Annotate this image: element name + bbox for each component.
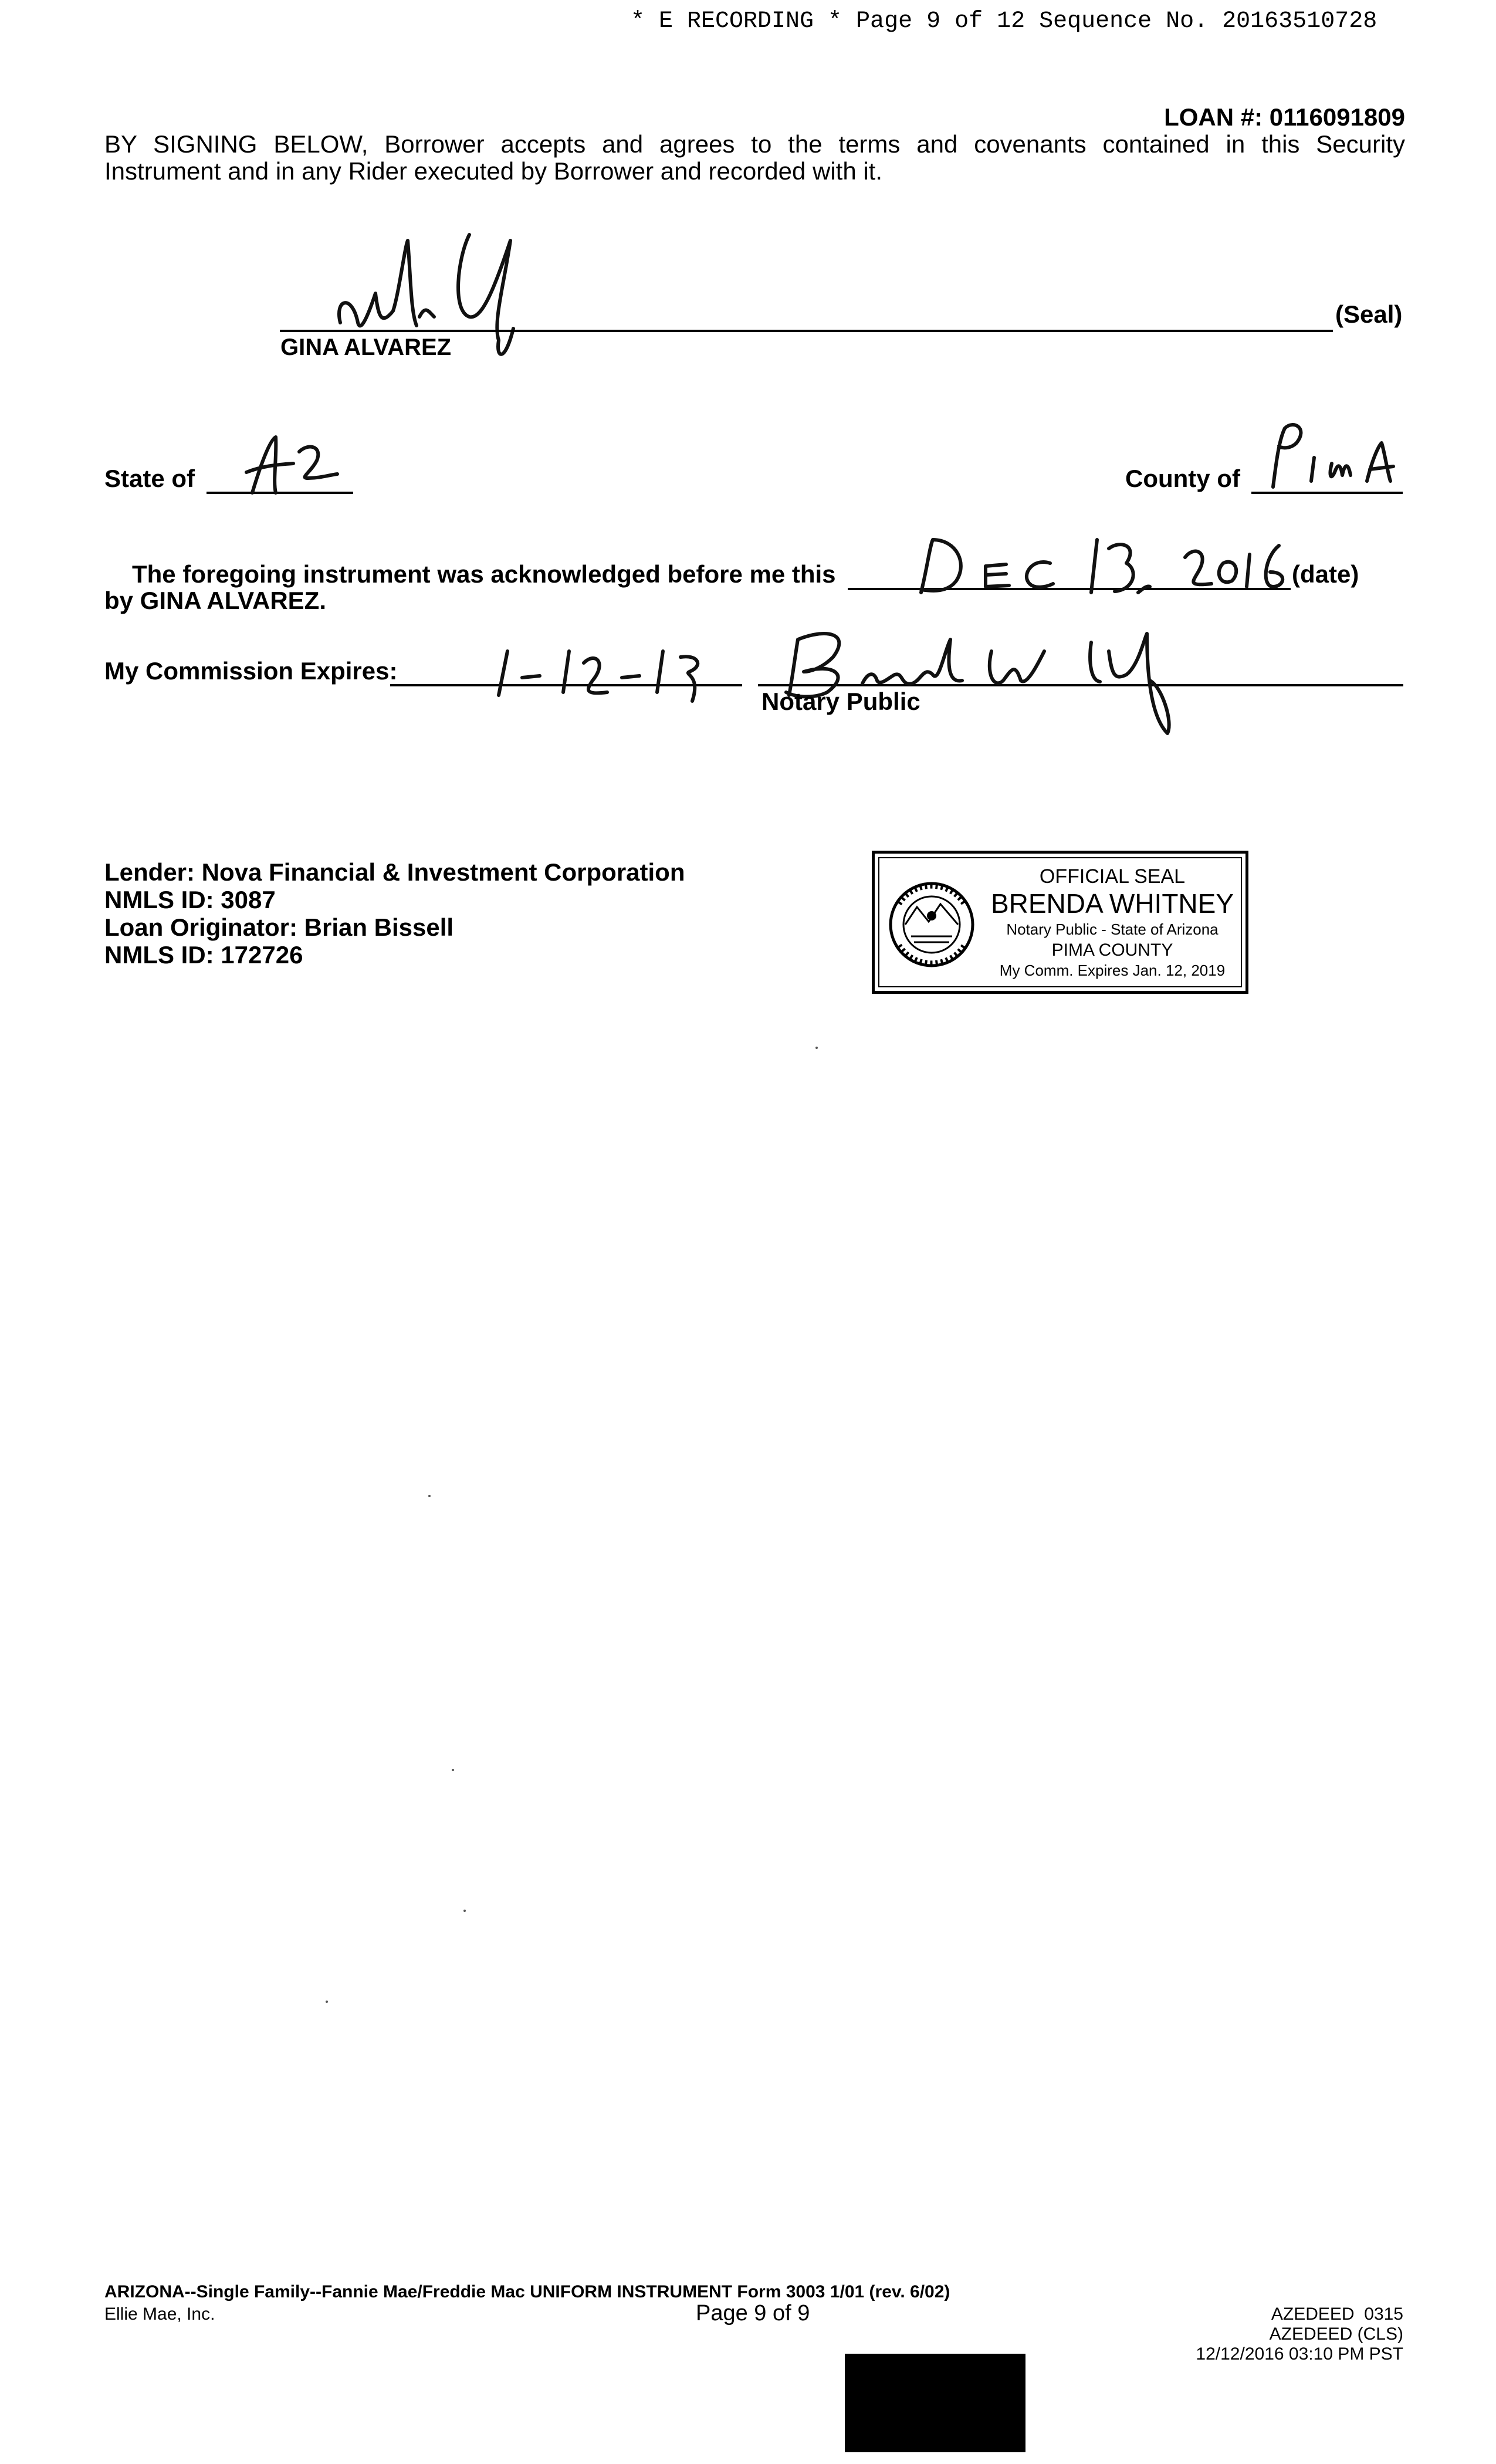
seal-notary-name: BRENDA WHITNEY: [990, 888, 1234, 919]
scan-speck: [326, 2001, 328, 2003]
footer-code-1: AZEDEED 0315: [1271, 2304, 1403, 2324]
date-label: (date): [1292, 560, 1359, 588]
footer-page-number: Page 9 of 9: [696, 2301, 810, 2326]
seal-label: (Seal): [1335, 300, 1403, 328]
datamatrix-barcode: [845, 2354, 1025, 2452]
lender-name: Lender: Nova Financial & Investment Corporation: [104, 858, 685, 886]
seal-county: PIMA COUNTY: [1051, 940, 1173, 960]
acknowledged-by: by GINA ALVAREZ.: [104, 587, 326, 614]
state-label: State of: [104, 465, 195, 492]
footer-code-2: AZEDEED (CLS): [1269, 2324, 1403, 2344]
scan-speck: [815, 1047, 818, 1049]
originator-nmls: NMLS ID: 172726: [104, 941, 303, 969]
notary-signature: [763, 616, 1209, 751]
date-handwriting: [903, 522, 1314, 604]
borrower-name: GINA ALVAREZ: [280, 334, 452, 360]
seal-expiration: My Comm. Expires Jan. 12, 2019: [999, 962, 1226, 979]
loan-originator: Loan Originator: Brian Bissell: [104, 913, 454, 941]
intro-line-1: BY SIGNING BELOW, Borrower accepts and agrees to the terms and covenants contained in this Security: [104, 130, 1405, 158]
footer-timestamp: 12/12/2016 03:10 PM PST: [1196, 2344, 1403, 2364]
commission-label: My Commission Expires:: [104, 657, 398, 685]
lender-nmls: NMLS ID: 3087: [104, 886, 276, 913]
borrower-signature-line: [280, 330, 1333, 332]
scan-speck: [428, 1495, 431, 1497]
county-handwriting: [1255, 417, 1420, 493]
county-label: County of: [1125, 465, 1240, 492]
recording-header: * E RECORDING * Page 9 of 12 Sequence No. 20163510728: [631, 8, 1377, 35]
scan-speck: [463, 1910, 466, 1912]
foregoing-text: The foregoing instrument was acknowledged before me this: [132, 560, 836, 588]
footer-vendor: Ellie Mae, Inc.: [104, 2304, 215, 2324]
scan-speck: [452, 1769, 454, 1771]
commission-handwriting: [481, 639, 727, 704]
intro-line-2: Instrument and in any Rider executed by Borrower and recorded with it.: [104, 157, 883, 185]
state-handwriting: [235, 428, 352, 499]
seal-state-line: Notary Public - State of Arizona: [1006, 920, 1219, 938]
seal-title: OFFICIAL SEAL: [1039, 865, 1186, 888]
official-seal-stamp: [872, 851, 1248, 994]
footer-form-line: ARIZONA--Single Family--Fannie Mae/Freddie Mac UNIFORM INSTRUMENT Form 3003 1/01 (rev. 6/02): [104, 2282, 950, 2301]
notary-public-label: Notary Public: [761, 688, 920, 715]
arizona-seal-emblem: [888, 881, 976, 969]
loan-number: LOAN #: 0116091809: [1164, 103, 1405, 131]
